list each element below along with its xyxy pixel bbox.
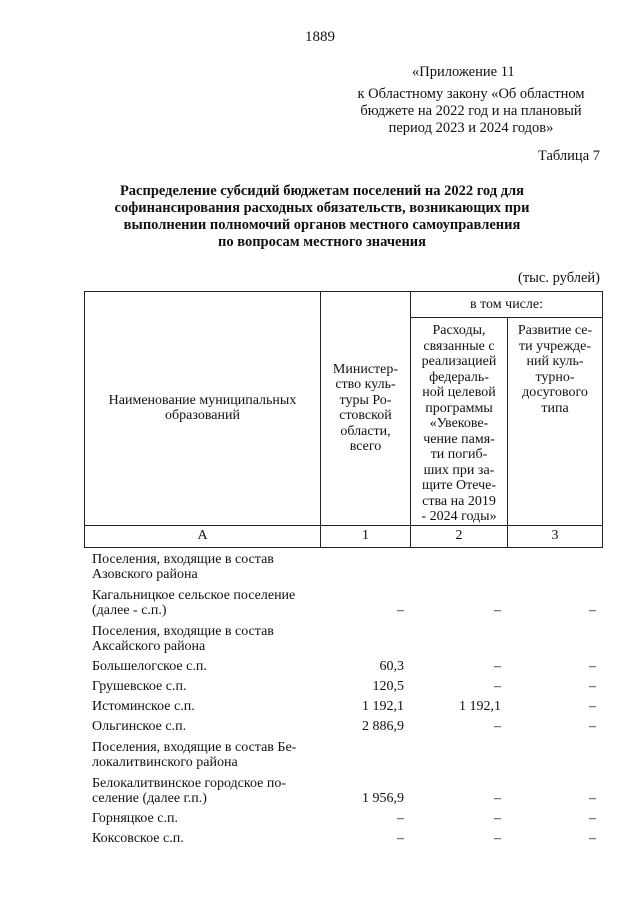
row-value-v1: 60,3: [379, 659, 404, 674]
row-value-v3: –: [589, 831, 596, 846]
index-cell: А: [85, 525, 321, 547]
row-name-line: Большелогское с.п.: [92, 659, 207, 674]
header-col3: [508, 318, 603, 526]
row-name: [84, 826, 320, 846]
table-row: [84, 546, 602, 582]
appendix-reference: [340, 86, 602, 137]
row-value-v1: –: [397, 603, 404, 618]
header-col2-line: ти погиб-: [430, 447, 488, 462]
table-row: [84, 770, 602, 806]
row-name-line: Кагальницкое сельское поселение: [92, 588, 296, 603]
table-row: [84, 674, 602, 694]
header-col2-line: реализацией: [421, 354, 497, 369]
row-name: [84, 582, 320, 618]
header-col2-line: чение памя-: [423, 431, 495, 447]
row-name-line: Поселения, входящие в состав: [92, 552, 274, 567]
header-col3-line: досугового: [522, 385, 588, 400]
title-line: Распределение субсидий бюджетам поселений на 2022 год для: [119, 183, 525, 199]
row-value-v2: –: [494, 659, 501, 674]
row-value-v3: [507, 618, 602, 654]
row-value-v2: –: [494, 811, 501, 826]
row-name: [84, 674, 320, 694]
row-value-v3: –: [589, 659, 596, 674]
header-col2-line: Расходы,: [432, 323, 486, 338]
header-col1-line: ство куль-: [335, 377, 396, 393]
row-name-line: селение (далее г.п.): [92, 791, 207, 806]
table-label: Таблица 7: [537, 148, 600, 164]
row-name-line: Поселения, входящие в состав: [92, 624, 274, 639]
row-value-v1: 1 956,9: [362, 791, 404, 806]
row-name-line: локалитвинского района: [92, 755, 238, 770]
row-name: [84, 806, 320, 826]
row-name: [84, 694, 320, 714]
header-name-line: Наименование муниципальных: [108, 392, 297, 408]
row-value-v1: 120,5: [372, 679, 404, 694]
header-col2-line: щите Отече-: [421, 478, 497, 493]
header-col3-line: ти учрежде-: [518, 338, 592, 354]
header-col3-line: турно-: [535, 369, 575, 385]
header-col1: [321, 292, 411, 526]
header-col2-line: связанные с: [423, 338, 495, 354]
row-value-v2: [410, 618, 507, 654]
appendix-title: «Приложение 11: [412, 64, 515, 80]
row-value-v3: –: [589, 679, 596, 694]
header-col3-line: типа: [541, 400, 569, 416]
header-col1-line: стовской: [339, 408, 392, 424]
header-col2: [411, 318, 508, 526]
row-value-v2: [410, 546, 507, 582]
title-line: софинансирования расходных обязательств, возникающих при: [114, 200, 530, 216]
header-col2-line: ших при за-: [423, 462, 495, 478]
row-value-v2: –: [494, 831, 501, 846]
table-row: [84, 734, 602, 770]
row-value-v1: [320, 734, 410, 770]
row-value-v2: –: [494, 679, 501, 694]
header-col2-line: «Увекове-: [429, 416, 489, 431]
row-value-v1: [320, 546, 410, 582]
row-value-v2: –: [494, 603, 501, 618]
table-row: [84, 654, 602, 674]
table-row: [84, 806, 602, 826]
row-value-v1: –: [397, 831, 404, 846]
table-header: [84, 291, 603, 548]
row-name: [84, 734, 320, 770]
header-index-row: [85, 525, 603, 547]
row-value-v3: –: [589, 603, 596, 618]
table-row: [84, 826, 602, 846]
table-row: [84, 618, 602, 654]
page-number: 1889: [305, 29, 335, 45]
header-col2-line: ства на 2019: [422, 493, 496, 509]
row-value-v3: –: [589, 811, 596, 826]
row-name-line: Азовского района: [92, 567, 198, 582]
row-name: [84, 546, 320, 582]
appendix-ref-line: период 2023 и 2024 годов»: [388, 120, 554, 136]
row-name: [84, 770, 320, 806]
header-col1-line: области,: [340, 423, 391, 439]
row-name-line: Коксовское с.п.: [92, 831, 184, 846]
appendix-ref-line: к Областному закону «Об областном: [357, 86, 585, 102]
row-name: [84, 714, 320, 734]
header-col2-line: федераль-: [429, 369, 489, 385]
header-col2-line: - 2024 годы»: [421, 509, 497, 524]
header-col2-line: ной целевой: [422, 385, 496, 400]
row-value-v3: –: [589, 791, 596, 806]
row-value-v3: [507, 734, 602, 770]
row-name-line: Ольгинское с.п.: [92, 719, 187, 734]
row-value-v2: –: [494, 791, 501, 806]
table-row: [84, 714, 602, 734]
header-col1-line: всего: [349, 439, 382, 455]
row-value-v3: –: [589, 699, 596, 714]
row-value-v1: 2 886,9: [362, 719, 404, 734]
header-name-line: образований: [165, 408, 240, 424]
table-row: [84, 694, 602, 714]
row-value-v3: –: [589, 719, 596, 734]
row-name-line: Грушевское с.п.: [92, 679, 187, 694]
row-value-v1: [320, 618, 410, 654]
header-col1-line: туры Ро-: [339, 392, 392, 408]
row-name-line: Горняцкое с.п.: [92, 811, 178, 826]
title-line: по вопросам местного значения: [217, 234, 426, 250]
row-value-v2: [410, 734, 507, 770]
row-name-line: Аксайского района: [92, 639, 206, 654]
index-cell: 1: [321, 525, 411, 547]
document-title: [90, 183, 554, 251]
row-name: [84, 618, 320, 654]
header-col1-line: Министер-: [332, 361, 399, 377]
row-name-line: Поселения, входящие в состав Бе-: [92, 740, 297, 755]
row-name: [84, 654, 320, 674]
row-value-v1: –: [397, 811, 404, 826]
row-name-line: Истоминское с.п.: [92, 699, 195, 714]
header-name-column: [85, 292, 321, 526]
table-row: [84, 582, 602, 618]
header-col2-line: программы: [425, 400, 493, 416]
units-label: (тыс. рублей): [518, 270, 600, 286]
title-line: выполнении полномочий органов местного самоуправления: [123, 217, 521, 233]
row-value-v3: [507, 546, 602, 582]
row-value-v2: 1 192,1: [459, 699, 501, 714]
row-value-v2: –: [494, 719, 501, 734]
row-name-line: Белокалитвинское городское по-: [92, 776, 287, 791]
header-col3-line: ний куль-: [526, 354, 584, 369]
index-cell: 3: [508, 525, 603, 547]
row-value-v1: 1 192,1: [362, 699, 404, 714]
header-including: в том числе:: [411, 292, 603, 318]
index-cell: 2: [411, 525, 508, 547]
table-body: [84, 546, 602, 846]
row-name-line: (далее - с.п.): [92, 603, 167, 618]
header-col3-line: Развитие се-: [517, 323, 593, 338]
appendix-ref-line: бюджете на 2022 год и на плановый: [360, 103, 582, 119]
